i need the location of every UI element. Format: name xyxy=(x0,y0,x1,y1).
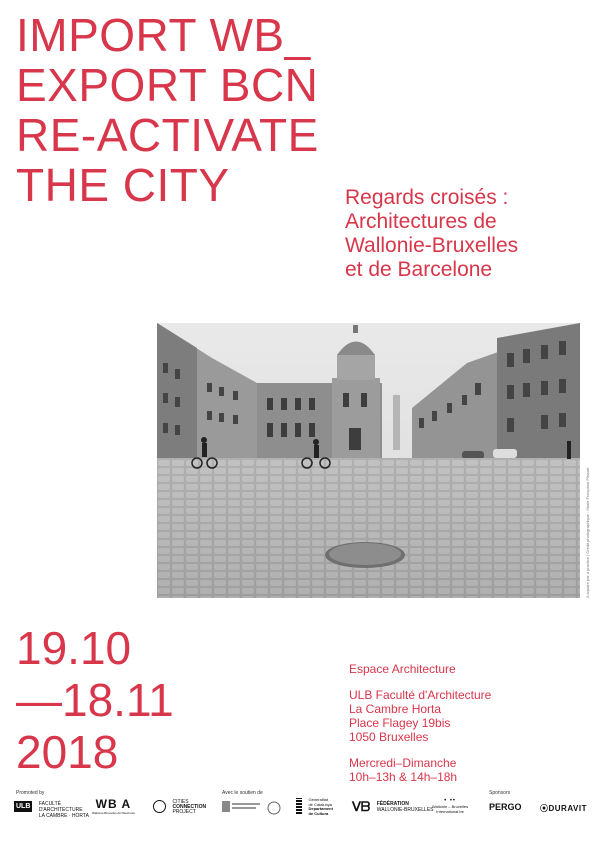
federation-mark-icon: ᐯᗷ xyxy=(352,799,371,814)
exhibition-subtitle xyxy=(345,186,595,282)
generalitat-text: Generalitat xyxy=(308,797,329,802)
federation-text: WALLONIE-BRUXELLES xyxy=(376,807,434,813)
ulb-text: FACULTÉ xyxy=(38,801,61,807)
cities-text: CITIES xyxy=(172,799,189,805)
wbi-text: International.be xyxy=(436,809,464,814)
title-line: THE CITY xyxy=(16,159,230,211)
title-line: RE-ACTIVATE xyxy=(16,109,319,161)
subtitle-line: et de Barcelone xyxy=(345,258,493,281)
duravit-text: DURAVIT xyxy=(548,804,587,813)
generalitat-text: de Cultura xyxy=(308,810,329,816)
wba-mark: WB A xyxy=(95,797,132,811)
ulb-text: D'ARCHITECTURE xyxy=(38,807,83,813)
pergo-logo: PERGO xyxy=(489,802,522,812)
cities-circle-icon xyxy=(153,800,166,813)
title-line: IMPORT WB_ xyxy=(16,9,311,61)
wbi-dots-icon: • •• xyxy=(444,798,457,804)
crest-icon xyxy=(222,800,262,814)
exhibition-dates xyxy=(16,622,174,778)
photo-credit: A square par a practice | Crédit photographique : Marie-Françoise Plissart xyxy=(585,467,590,598)
support-label: Avec le soutien de xyxy=(222,790,263,796)
federation-logo xyxy=(352,799,434,817)
venue-info xyxy=(349,662,491,784)
generalitat-stripes-icon xyxy=(296,798,302,814)
ulb-text: LA CAMBRE · HORTA xyxy=(38,813,89,819)
generalitat-text: de Catalunya xyxy=(308,801,333,807)
city-square-illustration xyxy=(157,323,580,598)
end-date: —18.11 xyxy=(16,674,174,726)
duravit-logo xyxy=(540,803,587,814)
duravit-mark-icon: ⦿ xyxy=(540,804,549,813)
promoted-by-label: Promoted by xyxy=(16,790,45,796)
sponsors-label: Sponsors xyxy=(489,790,511,796)
generalitat-logo xyxy=(296,798,333,816)
year: 2018 xyxy=(16,726,119,778)
subtitle-line: Regards croisés : xyxy=(345,186,509,209)
start-date: 19.10 xyxy=(16,622,132,674)
ulb-mark: ULB xyxy=(16,803,31,810)
round-seal-logo xyxy=(267,801,281,820)
cities-text: PROJECT xyxy=(172,809,196,815)
address-line: La Cambre Horta xyxy=(349,702,442,716)
cities-connection-logo xyxy=(153,800,206,818)
address-line: ULB Faculté d'Architecture xyxy=(349,688,492,702)
spain-crest-logo xyxy=(222,800,262,819)
opening-days: Mercredi–Dimanche xyxy=(349,756,457,770)
wbi-logo xyxy=(432,798,468,814)
subtitle-line: Architectures de xyxy=(345,210,497,233)
generalitat-text: Departament xyxy=(308,806,333,811)
wba-logo xyxy=(92,797,135,815)
subtitle-line: Wallonie-Bruxelles xyxy=(345,234,519,257)
wba-subtext: Wallonie-Bruxelles Architectures xyxy=(92,811,135,815)
title-line: EXPORT BCN xyxy=(16,59,319,111)
venue-title: Espace Architecture xyxy=(349,662,456,676)
city-square-photo xyxy=(157,323,580,598)
seal-icon xyxy=(267,801,281,815)
cities-text: CONNECTION xyxy=(172,804,207,810)
ulb-logo xyxy=(14,801,89,819)
federation-text: FÉDÉRATION xyxy=(376,801,409,807)
address-line: Place Flagey 19bis xyxy=(349,716,451,730)
exhibition-title xyxy=(16,10,319,210)
address-line: 1050 Bruxelles xyxy=(349,730,429,744)
wbi-text: Wallonie – Bruxelles xyxy=(432,804,469,809)
opening-hours: 10h–13h & 14h–18h xyxy=(349,770,458,784)
